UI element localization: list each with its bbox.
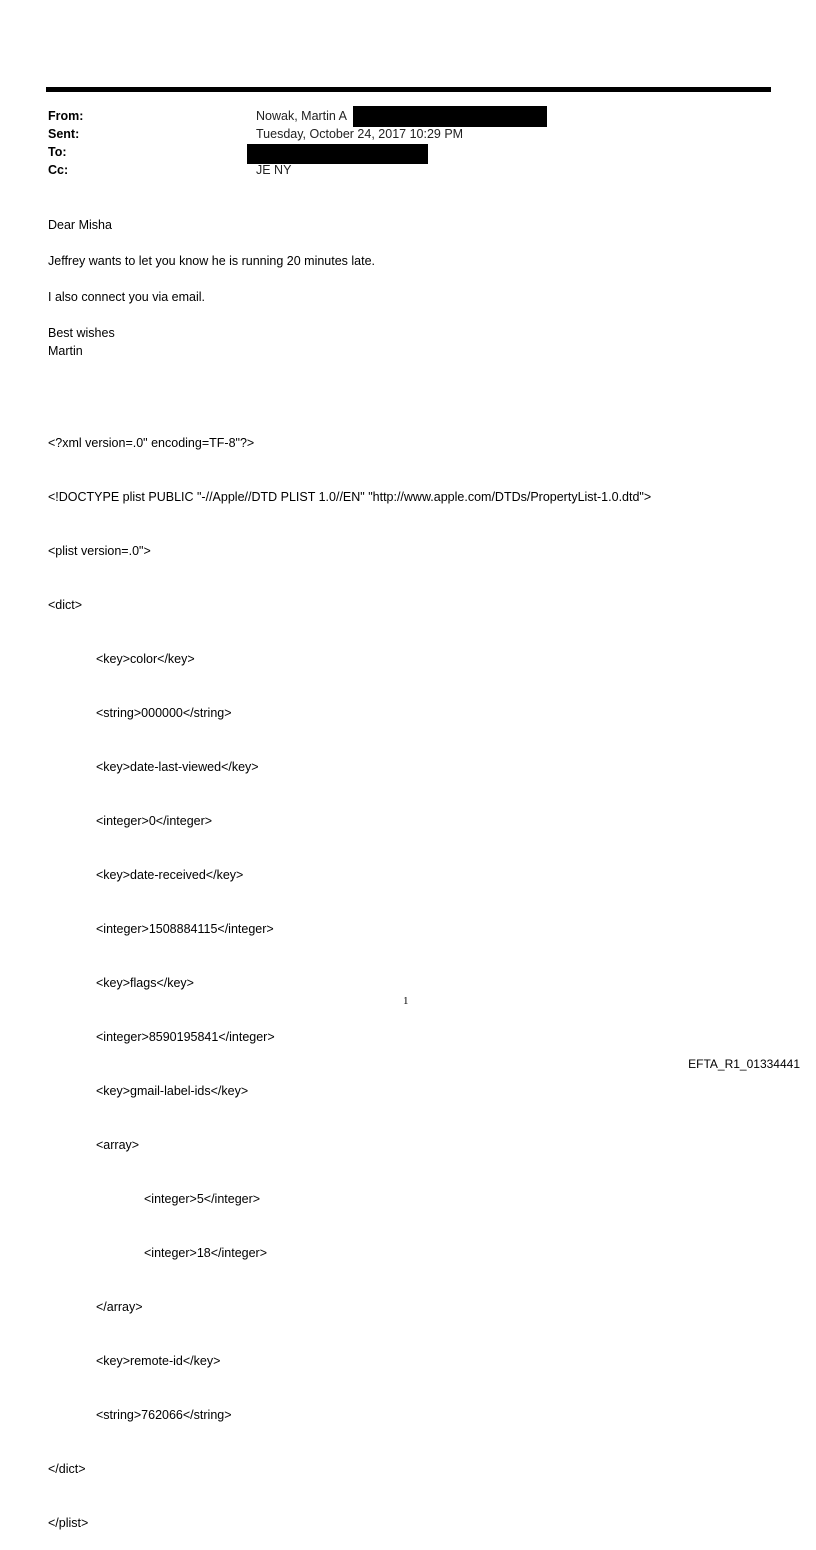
xml-line: </array>: [96, 1300, 143, 1314]
greeting: Dear Misha: [48, 218, 112, 232]
closing: Best wishes: [48, 326, 115, 340]
sent-label: Sent:: [48, 127, 80, 141]
xml-line: <dict>: [48, 598, 83, 612]
from-value: Nowak, Martin A: [256, 109, 348, 123]
document-id: EFTA_R1_01334441: [688, 1057, 800, 1071]
sent-value: Tuesday, October 24, 2017 10:29 PM: [256, 127, 464, 141]
page-number: 1: [403, 995, 409, 1007]
cc-value: JE NY: [256, 163, 292, 177]
xml-line: <integer>18</integer>: [144, 1246, 268, 1260]
header-rule: [46, 87, 771, 92]
xml-line: <string>000000</string>: [96, 706, 232, 720]
message-line-2: I also connect you via email.: [48, 290, 206, 304]
xml-line: <key>color</key>: [96, 652, 195, 666]
xml-line: <key>gmail-label-ids</key>: [96, 1084, 249, 1098]
xml-plist-block: [48, 398, 651, 1550]
xml-line: <array>: [96, 1138, 140, 1152]
xml-line: <plist version=.0">: [48, 544, 151, 558]
xml-line: <key>flags</key>: [96, 976, 194, 990]
from-label: From:: [48, 109, 84, 123]
xml-line: <integer>0</integer>: [96, 814, 213, 828]
redaction-to-recipient: [247, 144, 428, 164]
xml-line: <!DOCTYPE plist PUBLIC "-//Apple//DTD PLIST 1.0//EN" "http://www.apple.com/DTDs/PropertyList-1.0.dtd">: [48, 490, 652, 504]
xml-line: </plist>: [48, 1516, 89, 1530]
xml-line: </dict>: [48, 1462, 86, 1476]
xml-line: <key>date-last-viewed</key>: [96, 760, 259, 774]
xml-line: <?xml version=.0" encoding=TF-8"?>: [48, 436, 255, 450]
xml-line: <integer>8590195841</integer>: [96, 1030, 275, 1044]
signature: Martin: [48, 344, 83, 358]
xml-line: <key>date-received</key>: [96, 868, 244, 882]
redaction-from-email: [353, 106, 547, 127]
xml-line: <integer>5</integer>: [144, 1192, 261, 1206]
xml-line: <key>remote-id</key>: [96, 1354, 221, 1368]
xml-line: <string>762066</string>: [96, 1408, 232, 1422]
to-label: To:: [48, 145, 67, 159]
cc-label: Cc:: [48, 163, 69, 177]
xml-line: <integer>1508884115</integer>: [96, 922, 274, 936]
message-line-1: Jeffrey wants to let you know he is running 20 minutes late.: [48, 254, 376, 268]
